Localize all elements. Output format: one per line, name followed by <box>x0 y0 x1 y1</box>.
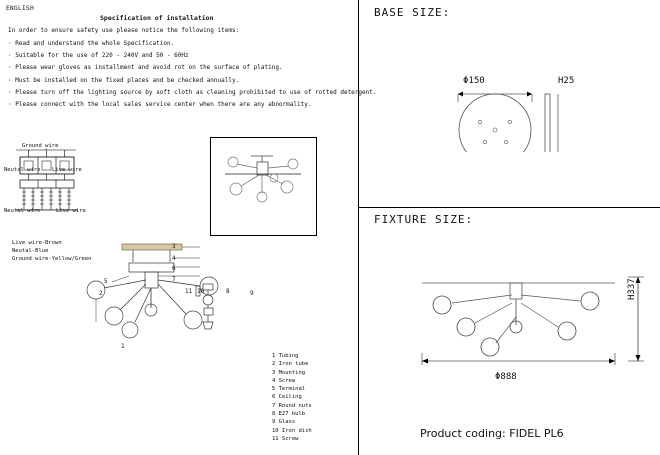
spec-item: · Please turn off the lighting source by soft cloth as cleaning prohibited to use of rotted detergent. <box>8 88 377 96</box>
callout-2: 2 <box>99 290 103 297</box>
spec-item: · Read and understand the whole Specification. <box>8 40 175 47</box>
wiring-label-live-top: Live wire <box>52 167 82 173</box>
fixture-size-title: FIXTURE SIZE: <box>374 213 474 226</box>
parts-legend <box>272 352 312 443</box>
legend-item: 9 Glass <box>272 419 296 426</box>
legend-item: 4 Screw <box>272 377 296 384</box>
callout-5: 5 <box>104 278 108 285</box>
wiring-label-neutral-bottom: Neutal wire <box>4 208 41 214</box>
wiring-label-ground-yellow-green: Ground wire-Yellow/Green <box>12 256 92 262</box>
fixture-height-label: H337 <box>627 278 637 300</box>
base-size-title: BASE SIZE: <box>374 6 451 19</box>
spec-item: · Please connect with the local sales service center when there are any abnormality. <box>8 101 312 109</box>
wiring-label-ground-top: Ground wire <box>22 143 59 149</box>
callout-11: 11 <box>185 288 193 295</box>
wiring-label-neutral-top: Neutal wire <box>4 167 41 173</box>
vertical-divider <box>358 0 359 455</box>
legend-item: 3 Mounting <box>272 369 306 376</box>
callout-7: 7 <box>172 276 176 283</box>
spec-item: · Please wear gloves as installment and avoid rot on the surface of plating. <box>8 64 283 72</box>
callout-8: 8 <box>226 288 230 295</box>
product-photo-box <box>210 137 317 236</box>
legend-item: 2 Iron tube <box>272 361 309 368</box>
exploded-fixture-drawing <box>60 230 275 360</box>
horizontal-divider <box>358 207 660 208</box>
callout-4: 4 <box>172 255 176 262</box>
legend-item: 7 Round nuts <box>272 402 312 409</box>
callout-9: 9 <box>250 290 254 297</box>
spec-item-list <box>8 38 377 111</box>
legend-item: 1 Tubing <box>272 353 299 359</box>
callout-10: 10 <box>197 288 205 295</box>
wiring-label-neutral-blue: Neutal-Blue <box>12 248 49 254</box>
fixture-size-drawing <box>400 265 650 380</box>
legend-item: 8 E27 bulb <box>272 411 306 418</box>
language-label: ENGLISH <box>6 5 35 12</box>
base-diameter-label: Φ150 <box>463 76 485 86</box>
spec-item: · Must be installed on the fixed places and be checked annually. <box>8 76 240 84</box>
callout-6: 6 <box>172 265 176 272</box>
callout-3: 3 <box>172 243 176 250</box>
callout-1: 1 <box>121 343 125 350</box>
legend-item: 10 Iron dish <box>272 427 312 434</box>
legend-item: 6 Ceiling <box>272 394 302 401</box>
wiring-label-live-brown: Live wire-Brown <box>12 240 62 246</box>
product-photo-drawing <box>211 138 314 233</box>
spec-intro: In order to ensure safety use please notice the following items: <box>8 27 240 34</box>
spec-title: Specification of installation <box>100 14 214 22</box>
product-coding-label: Product coding: FIDEL PL6 <box>420 427 564 440</box>
legend-item: 11 Screw <box>272 435 299 442</box>
wiring-label-live-bottom: Live wire <box>56 208 86 214</box>
fixture-width-label: Φ888 <box>495 372 517 382</box>
spec-item: · Suitable for the use of 220 - 240V and 50 - 60Hz <box>8 52 189 60</box>
legend-item: 5 Terminal <box>272 386 306 393</box>
base-thickness-label: H25 <box>558 76 575 86</box>
